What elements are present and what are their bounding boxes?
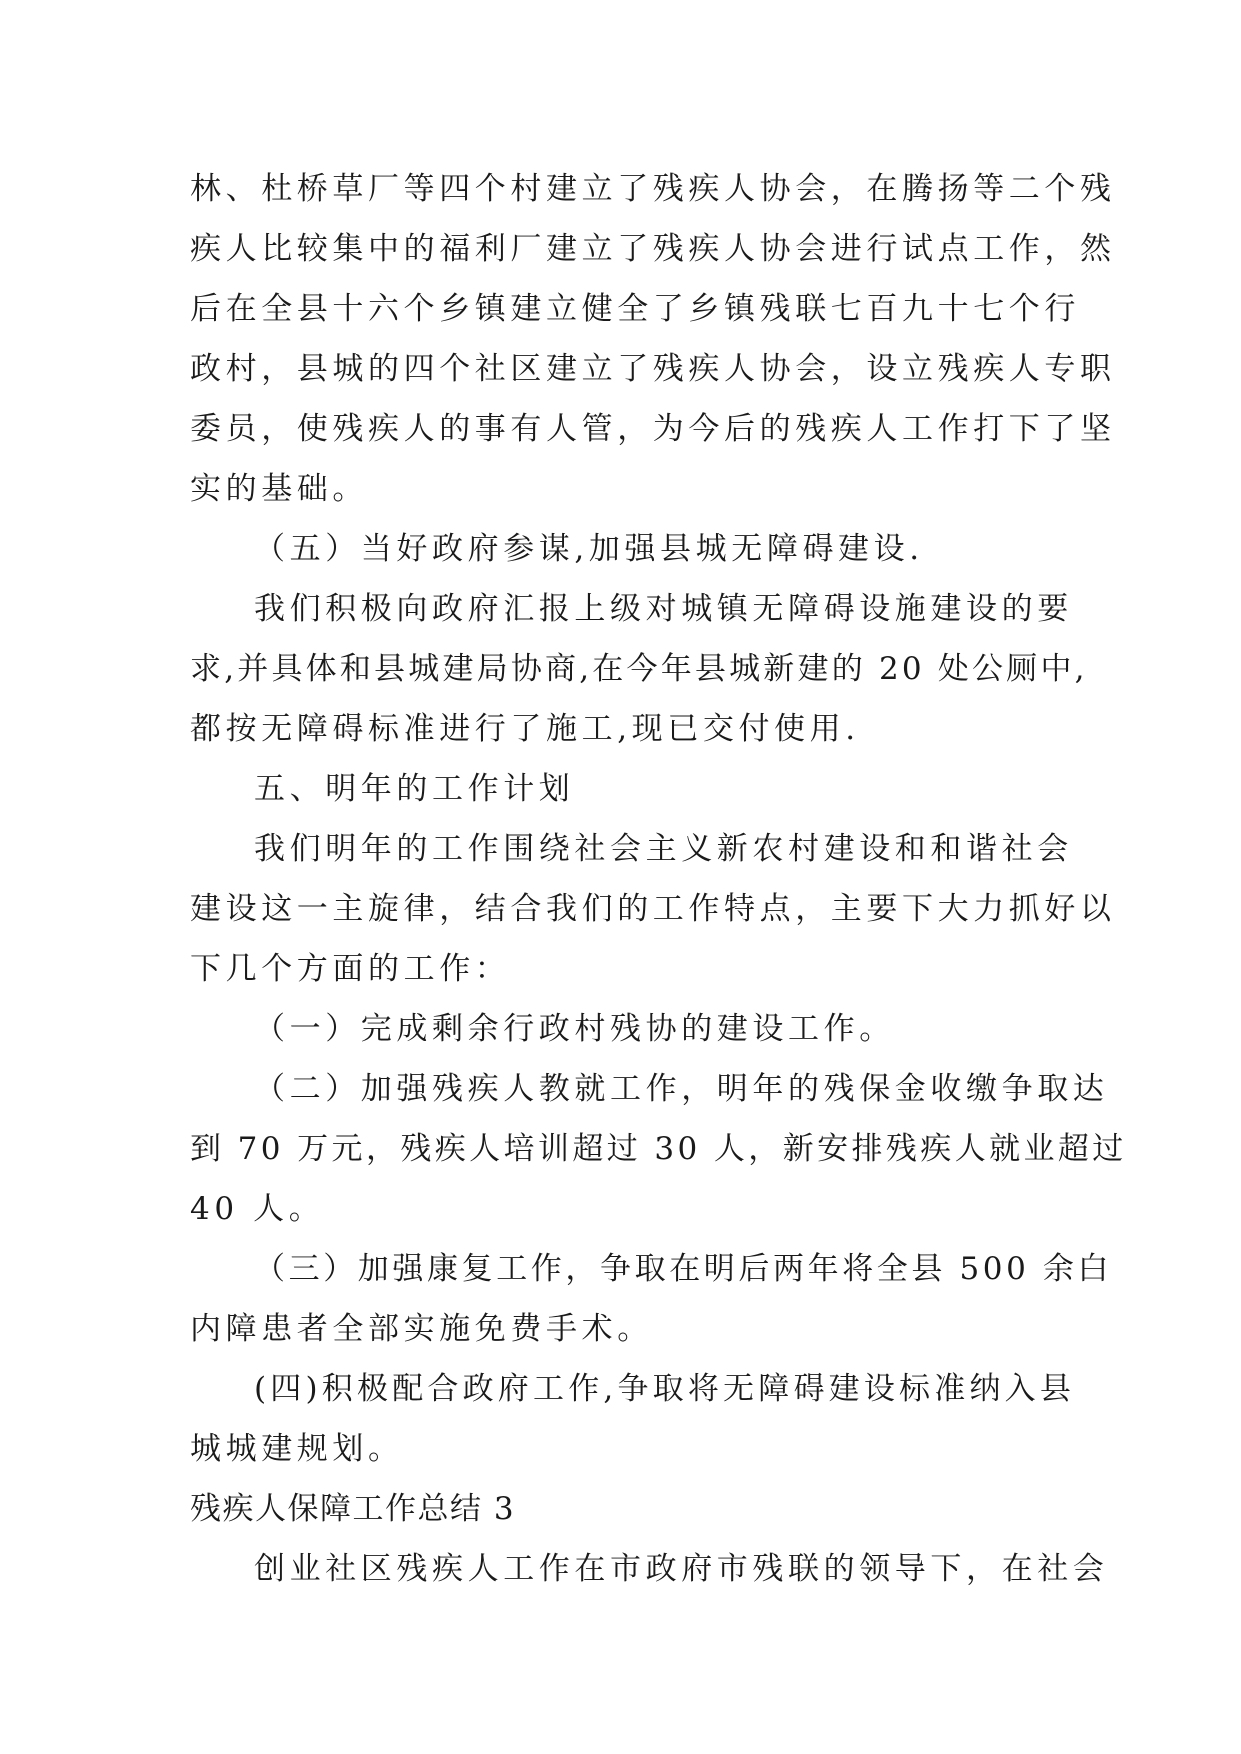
paragraph-line: 政村，县城的四个社区建立了残疾人协会，设立残疾人专职 (190, 351, 1116, 387)
paragraph-line: 创业社区残疾人工作在市政府市残联的领导下，在社会 (254, 1551, 1109, 1587)
list-item-three: （三）加强康复工作，争取在明后两年将全县 500 余白 (254, 1251, 1113, 1287)
paragraph-line: 林、杜桥草厂等四个村建立了残疾人协会，在腾扬等二个残 (190, 171, 1116, 207)
paragraph-line: 40 人。 (190, 1191, 325, 1227)
section-heading-five: （五）当好政府参谋,加强县城无障碍建设. (254, 531, 924, 567)
paragraph-line: 城城建规划。 (190, 1431, 404, 1467)
document-section-title: 残疾人保障工作总结 3 (190, 1491, 516, 1527)
paragraph-line: 建设这一主旋律，结合我们的工作特点，主要下大力抓好以 (190, 891, 1116, 927)
list-item-one: （一）完成剩余行政村残协的建设工作。 (254, 1011, 895, 1047)
paragraph-line: 我们明年的工作围绕社会主义新农村建设和和谐社会 (254, 831, 1073, 867)
list-item-two: （二）加强残疾人教就工作，明年的残保金收缴争取达 (254, 1071, 1109, 1107)
paragraph-line: 到 70 万元，残疾人培训超过 30 人，新安排残疾人就业超过 (190, 1131, 1127, 1167)
paragraph-line: 都按无障碍标准进行了施工,现已交付使用. (190, 711, 860, 747)
section-heading-plan: 五、明年的工作计划 (254, 771, 575, 807)
list-item-four: (四)积极配合政府工作,争取将无障碍建设标准纳入县 (254, 1371, 1076, 1407)
document-body (190, 159, 1127, 1599)
paragraph-line: 实的基础。 (190, 471, 368, 507)
paragraph-line: 疾人比较集中的福利厂建立了残疾人协会进行试点工作，然 (190, 231, 1116, 267)
paragraph-line: 下几个方面的工作： (190, 951, 511, 987)
paragraph-line: 我们积极向政府汇报上级对城镇无障碍设施建设的要 (254, 591, 1073, 627)
paragraph-line: 后在全县十六个乡镇建立健全了乡镇残联七百九十七个行 (190, 291, 1080, 327)
paragraph-line: 求,并具体和县城建局协商,在今年县城新建的 20 处公厕中, (190, 651, 1088, 687)
paragraph-line: 内障患者全部实施免费手术。 (190, 1311, 653, 1347)
paragraph-line: 委员，使残疾人的事有人管，为今后的残疾人工作打下了坚 (190, 411, 1116, 447)
